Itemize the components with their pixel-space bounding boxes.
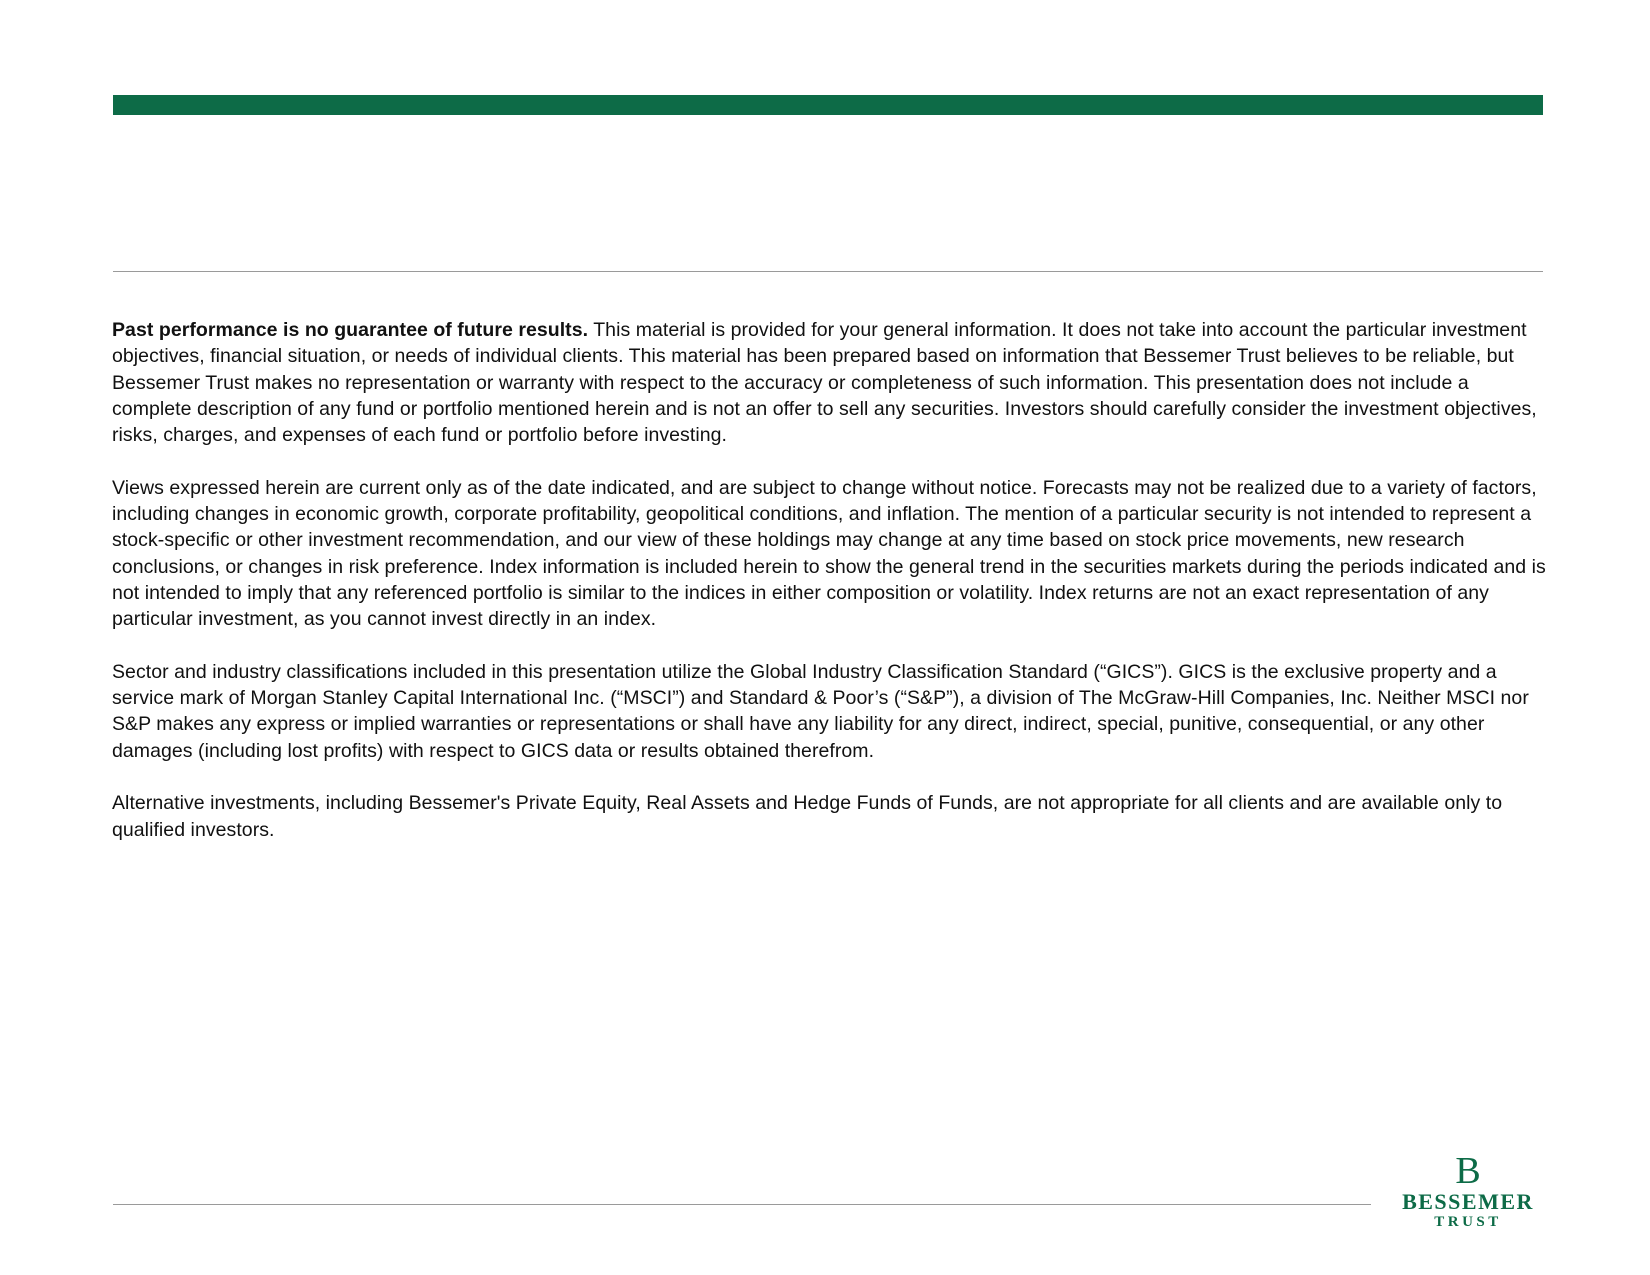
bessemer-trust-logo (1390, 1152, 1546, 1232)
title-divider (113, 271, 1543, 272)
logo-monogram: B (1455, 1150, 1481, 1192)
disclosure-text (112, 317, 1552, 869)
footer-divider (113, 1204, 1371, 1205)
disclosure-paragraph-gics: Sector and industry classifications included in this presentation utilize the Global Industry Classification Standard (“GICS”). GICS is the exclusive property and a service mark of Morgan Stanley Capital International Inc. (“MSCI”) and Standard & Poor’s (“S&P”), a division of The McGraw-Hill Companies, Inc. Neither MSCI nor S&P makes any express or implied warranties or representations or shall have any liability for any direct, indirect, special, punitive, consequential, or any other damages (including lost profits) with respect to GICS data or results obtained therefrom. (112, 660, 1529, 762)
disclosure-paragraph-views: Views expressed herein are current only as of the date indicated, and are subject to change without notice. Forecasts may not be realized due to a variety of factors, including changes in economic growth, corporate profitability, geopolitical conditions, and inflation. The mention of a particular security is not intended to represent a stock-specific or other investment recommendation, and our view of these holdings may change at any time based on stock price movements, new research conclusions, or changes in risk preference. Index information is included herein to show the general trend in the securities markets during the periods indicated and is not intended to imply that any referenced portfolio is similar to the indices in either composition or volatility. Index returns are not an exact representation of any particular investment, as you cannot invest directly in an index. (112, 476, 1546, 631)
disclosure-paragraph-alternatives: Alternative investments, including Bessemer's Private Equity, Real Assets and Hedge Funds of Funds, are not appropriate for all clients and are available only to qualified investors. (112, 792, 1503, 841)
disclosure-paragraph-performance (112, 317, 1552, 448)
logo-wordmark: BESSEMER (1402, 1189, 1534, 1214)
disclosure-lead: Past performance is no guarantee of future results. (112, 319, 589, 341)
disclosure-body: This material is provided for your general information. It does not take into account the particular investment objectives, financial situation, or needs of individual clients. This material has been prepared based on information that Bessemer Trust believes to be reliable, but Bessemer Trust makes no representation or warranty with respect to the accuracy or completeness of such information. This presentation does not include a complete description of any fund or portfolio mentioned herein and is not an offer to sell any securities. Investors should carefully consider the investment objectives, risks, charges, and expenses of each fund or portfolio before investing. (112, 319, 1537, 447)
logo-subtitle: TRUST (1434, 1214, 1502, 1230)
header-accent-bar (113, 95, 1543, 115)
